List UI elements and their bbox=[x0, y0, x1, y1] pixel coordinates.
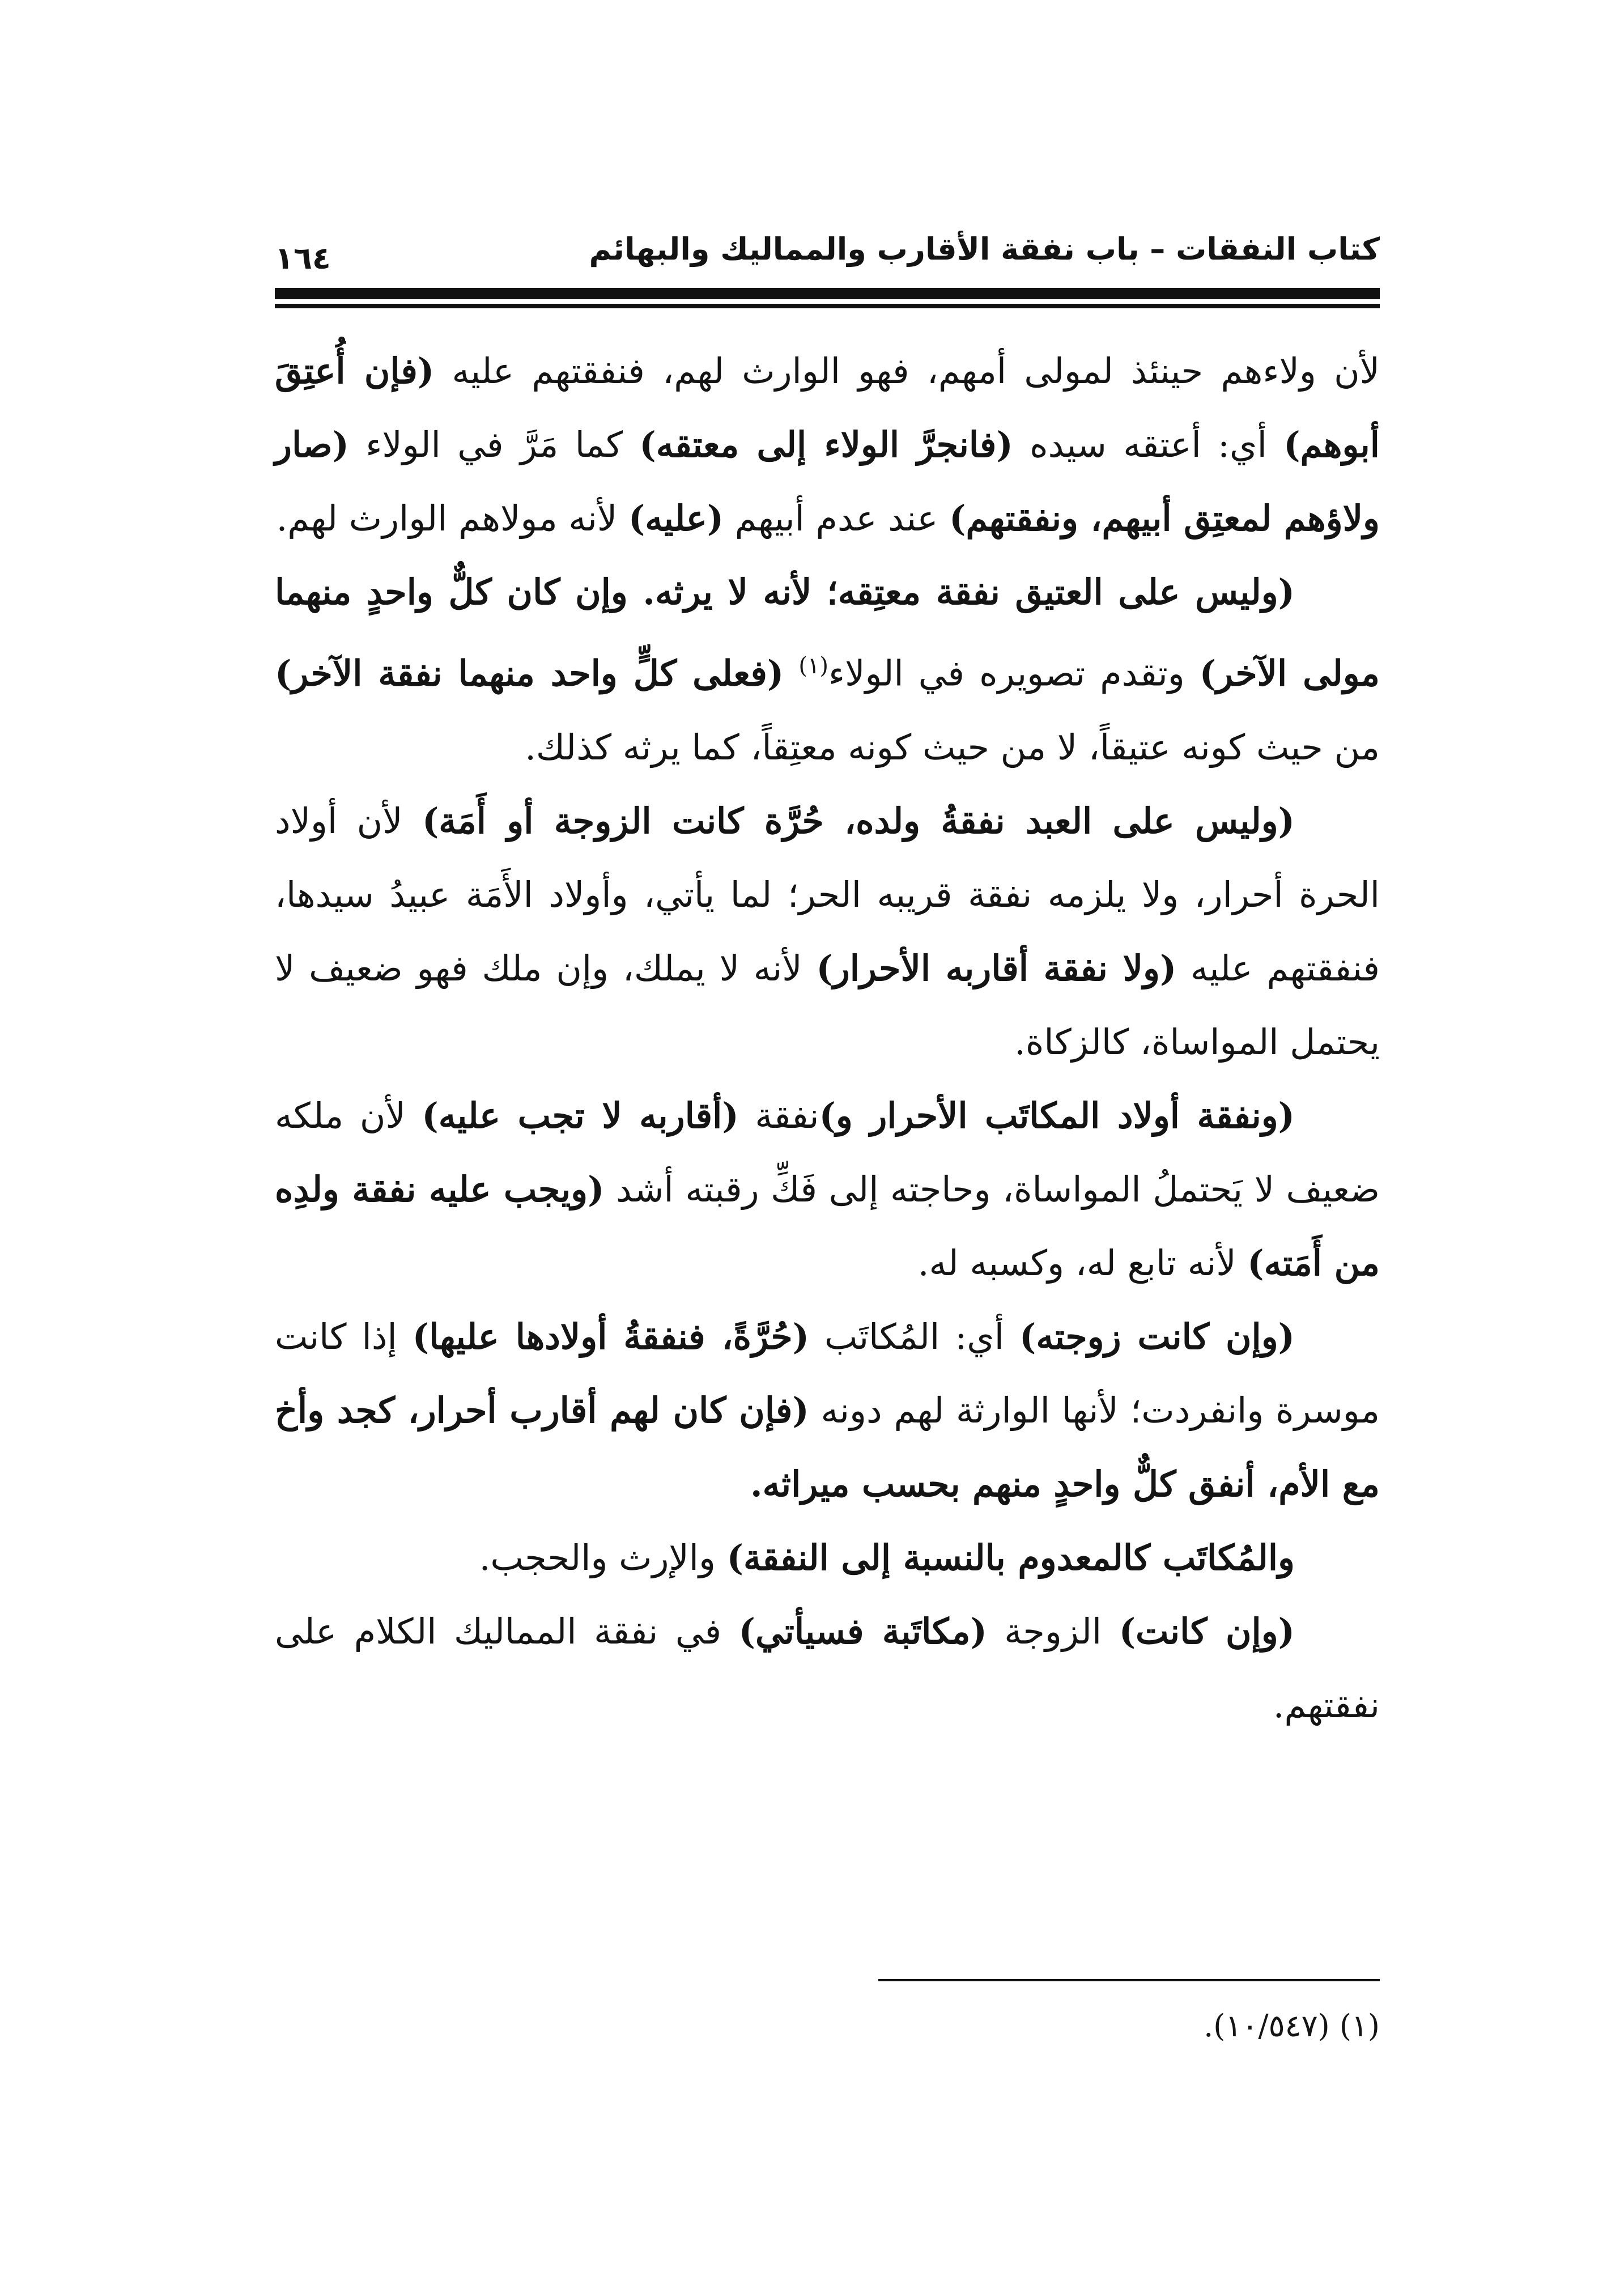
bold-text-segment: (حُرَّةً، فنفقةُ أولادها عليها) bbox=[412, 1315, 809, 1357]
bold-text-segment: (فانجرَّ الولاء إلى معتقه) bbox=[639, 424, 1013, 465]
text-segment: إذا كانت موسرة وانفردت؛ لأنها الوارثة لهم دونه bbox=[275, 1315, 1380, 1431]
text-segment: نفقة bbox=[738, 1094, 819, 1136]
body-paragraph bbox=[275, 555, 1380, 784]
text-segment: في نفقة المماليك الكلام على نفقتهم. bbox=[275, 1610, 1380, 1726]
body-paragraph bbox=[275, 1521, 1380, 1595]
body-paragraph bbox=[275, 1079, 1380, 1300]
body-paragraph bbox=[275, 1595, 1380, 1742]
bold-text-segment: (ويجب عليه نفقة ولدِه من أَمَته) bbox=[275, 1168, 1380, 1284]
bold-text-segment: (أقاربه لا تجب عليه) bbox=[422, 1094, 739, 1136]
bold-text-segment: (صار ولاؤهم لمعتِق أبيهم، ونفقتهم) bbox=[275, 424, 1380, 539]
page-header bbox=[275, 224, 1380, 275]
text-segment: لأن ولاءهم حينئذ لمولى أمهم، فهو الوارث لهم، فنفقتهم عليه bbox=[434, 350, 1380, 392]
text-segment: لأن ملكه ضعيف لا يَحتملُ المواساة، وحاجته إلى فَكِّ رقبته أشد bbox=[275, 1094, 1380, 1210]
text-segment: من حيث كونه عتيقاً، لا من حيث كونه معتِقاً، كما يرثه كذلك. bbox=[525, 726, 1380, 768]
text-segment: عند عدم أبيهم bbox=[724, 498, 950, 539]
page-number: ١٦٤ bbox=[275, 240, 331, 276]
footnote bbox=[275, 2001, 1380, 2052]
body-text bbox=[275, 334, 1380, 1742]
text-segment: وتقدم تصويره في الولاء bbox=[828, 652, 1200, 694]
bold-text-segment: (فإن كان لهم أقارب أحرار، كجد وأخ مع الأم، أنفق كلٌّ واحدٍ منهم بحسب ميراثه. bbox=[275, 1389, 1380, 1505]
header-rule-thick bbox=[275, 288, 1380, 299]
text-segment: لأنه لا يملك، وإن ملك فهو ضعيف لا يحتمل المواساة، كالزكاة. bbox=[275, 947, 1380, 1063]
text-segment: لأنه مولاهم الوارث لهم. bbox=[276, 498, 628, 539]
text-segment: أي: أعتقه سيده bbox=[1013, 424, 1284, 465]
bold-text-segment: (فعلى كلٍّ واحد منهما نفقة الآخر) bbox=[275, 652, 784, 694]
body-paragraph bbox=[275, 784, 1380, 1079]
bold-text-segment: (وإن كانت زوجته) bbox=[1019, 1315, 1295, 1357]
text-segment: الزوجة bbox=[987, 1610, 1119, 1652]
text-segment: لأنه تابع له، وكسبه له. bbox=[917, 1242, 1248, 1284]
bold-text-segment: (ولا نفقة أقاربه الأحرار) bbox=[816, 947, 1177, 989]
text-segment bbox=[784, 653, 798, 694]
footnote-marker: (١) bbox=[798, 653, 829, 679]
footnote-separator bbox=[878, 1979, 1380, 1981]
bold-text-segment: (وإن كانت) bbox=[1119, 1610, 1295, 1652]
text-segment: أي: المُكاتَب bbox=[809, 1315, 1020, 1357]
text-segment: لأن أولاد الحرة أحرار، ولا يلزمه نفقة قريبه الحر؛ لما يأتي، وأولاد الأَمَة عبيدُ سيدها، فنفقتهم عليه bbox=[275, 800, 1380, 989]
body-paragraph bbox=[275, 334, 1380, 555]
bold-text-segment: (مكاتَبة فسيأتي) bbox=[738, 1610, 987, 1652]
header-rule-thin bbox=[275, 304, 1380, 308]
bold-text-segment: (عليه) bbox=[628, 498, 724, 539]
bold-text-segment: والمُكاتَب كالمعدوم بالنسبة إلى النفقة) bbox=[726, 1536, 1295, 1578]
text-segment: والإرث والحجب. bbox=[479, 1536, 727, 1578]
bold-text-segment: (ونفقة أولاد المكاتَب الأحرار و) bbox=[819, 1094, 1295, 1136]
body-paragraph bbox=[275, 1300, 1380, 1521]
footnote-text: (١) (١٠/٥٤٧). bbox=[1204, 2008, 1380, 2044]
bold-text-segment: (وليس على العبد نفقةُ ولده، حُرَّة كانت الزوجة أو أَمَة) bbox=[422, 800, 1295, 842]
text-segment: كما مَرَّ في الولاء bbox=[348, 424, 640, 465]
bold-text-segment: (فإن أُعتِقَ أبوهم) bbox=[275, 350, 1380, 465]
running-title: كتاب النفقات – باب نفقة الأقارب والمماليك والبهائم bbox=[589, 231, 1380, 267]
bold-text-segment: (وليس على العتيق نفقة معتِقه؛ لأنه لا يرثه. وإن كان كلٌّ واحدٍ منهما مولى الآخر) bbox=[275, 571, 1380, 694]
